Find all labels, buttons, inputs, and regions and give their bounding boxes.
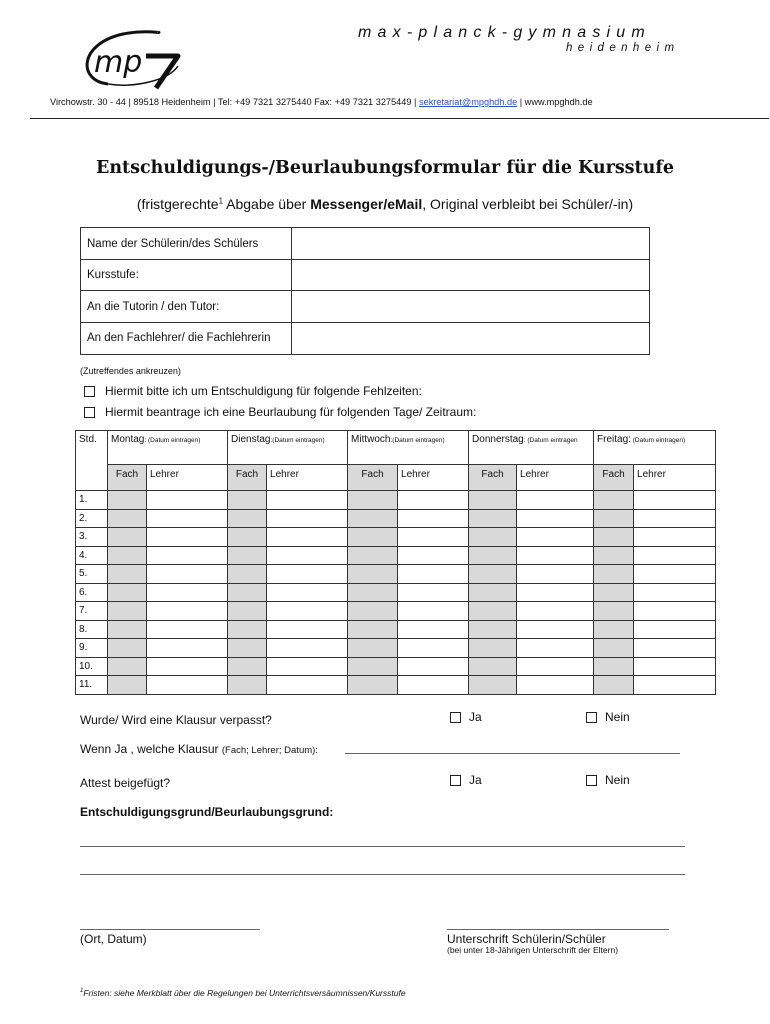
fach-cell[interactable] [594, 509, 634, 528]
lehrer-cell[interactable] [634, 509, 716, 528]
fach-header: Fach [108, 465, 147, 491]
ja-label: Ja [469, 773, 482, 787]
schedule-row [76, 528, 716, 547]
schedule-row [76, 491, 716, 510]
fach-cell[interactable] [108, 639, 147, 658]
fach-cell[interactable] [108, 676, 147, 695]
welche-text: Wenn Ja , welche Klausur [80, 742, 222, 756]
fach-cell[interactable] [348, 528, 398, 547]
fach-cell[interactable] [348, 657, 398, 676]
fach-cell[interactable] [108, 583, 147, 602]
grund-label: Entschuldigungsgrund/Beurlaubungsgrund: [80, 805, 334, 819]
lehrer-cell[interactable] [398, 583, 469, 602]
excuse-label: Hiermit bitte ich um Entschuldigung für folgende Fehlzeiten: [105, 384, 422, 398]
lehrer-cell[interactable] [634, 657, 716, 676]
fach-cell[interactable] [469, 676, 517, 695]
info-label-kursstufe: Kursstufe: [81, 260, 292, 291]
welche-hint: (Fach; Lehrer; Datum): [221, 745, 318, 756]
lehrer-cell[interactable] [398, 620, 469, 639]
subtitle-bold: Messenger/eMail [310, 196, 423, 212]
schedule-row [76, 602, 716, 621]
lehrer-cell[interactable] [267, 528, 348, 547]
fach-cell[interactable] [108, 528, 147, 547]
period-number: 2. [76, 509, 108, 528]
day-header-tuesday [228, 431, 348, 465]
lehrer-cell[interactable] [517, 583, 594, 602]
fach-cell[interactable] [594, 639, 634, 658]
fach-header: Fach [228, 465, 267, 491]
attest-nein-option [586, 773, 630, 787]
day-header-row [76, 431, 716, 465]
address-text: Virchowstr. 30 - 44 | 89518 Heidenheim | Tel: +49 7321 3275440 Fax: +49 7321 3275449 | [50, 97, 419, 107]
fach-cell[interactable] [228, 602, 267, 621]
excuse-checkbox[interactable] [84, 386, 95, 397]
lehrer-cell[interactable] [267, 676, 348, 695]
lehrer-cell[interactable] [398, 528, 469, 547]
checkbox-hint: (Zutreffendes ankreuzen) [80, 366, 181, 376]
page-subtitle [0, 196, 770, 212]
fach-cell[interactable] [108, 657, 147, 676]
period-number: 7. [76, 602, 108, 621]
fach-cell[interactable] [108, 546, 147, 565]
attest-nein-checkbox[interactable] [586, 775, 597, 786]
lehrer-cell[interactable] [517, 657, 594, 676]
lehrer-cell[interactable] [634, 639, 716, 658]
signature-line[interactable] [447, 929, 669, 930]
lehrer-cell[interactable] [517, 565, 594, 584]
info-field-kursstufe[interactable] [292, 260, 650, 291]
lehrer-cell[interactable] [147, 639, 228, 658]
nein-label: Nein [605, 773, 630, 787]
lehrer-cell[interactable] [517, 676, 594, 695]
fach-cell[interactable] [228, 676, 267, 695]
fach-cell[interactable] [594, 583, 634, 602]
welche-klausur-label [80, 742, 318, 756]
lehrer-cell[interactable] [634, 602, 716, 621]
lehrer-cell[interactable] [267, 639, 348, 658]
excuse-option [84, 384, 422, 398]
info-label-name: Name der Schülerin/des Schülers [81, 228, 292, 260]
period-number: 10. [76, 657, 108, 676]
lehrer-cell[interactable] [147, 509, 228, 528]
lehrer-cell[interactable] [398, 657, 469, 676]
fach-cell[interactable] [594, 528, 634, 547]
fach-cell[interactable] [469, 639, 517, 658]
signature-note: (bei unter 18-Jährigen Unterschrift der Eltern) [447, 945, 619, 955]
fach-header: Fach [594, 465, 634, 491]
fach-cell[interactable] [348, 676, 398, 695]
attest-ja-option [450, 773, 482, 787]
lehrer-cell[interactable] [147, 602, 228, 621]
fach-cell[interactable] [594, 676, 634, 695]
lehrer-cell[interactable] [147, 546, 228, 565]
lehrer-cell[interactable] [147, 565, 228, 584]
fach-cell[interactable] [108, 620, 147, 639]
sub-header-row [76, 465, 716, 491]
absence-schedule-table [75, 430, 716, 695]
fach-cell[interactable] [594, 546, 634, 565]
fach-cell[interactable] [108, 491, 147, 510]
day-header-friday [594, 431, 716, 465]
attest-question: Attest beigefügt? [80, 776, 171, 790]
schedule-row [76, 565, 716, 584]
fach-cell[interactable] [348, 620, 398, 639]
klausur-ja-checkbox[interactable] [450, 712, 461, 723]
fach-cell[interactable] [348, 583, 398, 602]
lehrer-cell[interactable] [147, 657, 228, 676]
fach-cell[interactable] [348, 565, 398, 584]
klausur-nein-option [586, 710, 630, 724]
fach-cell[interactable] [348, 602, 398, 621]
fach-cell[interactable] [348, 546, 398, 565]
lehrer-cell[interactable] [398, 546, 469, 565]
grund-line-1[interactable] [80, 846, 685, 847]
lehrer-cell[interactable] [634, 491, 716, 510]
lehrer-cell[interactable] [267, 657, 348, 676]
period-number: 5. [76, 565, 108, 584]
nein-label: Nein [605, 710, 630, 724]
klausur-question: Wurde/ Wird eine Klausur verpasst? [80, 713, 272, 727]
fach-cell[interactable] [228, 528, 267, 547]
leave-option [84, 405, 476, 419]
lehrer-cell[interactable] [634, 620, 716, 639]
fach-cell[interactable] [469, 620, 517, 639]
fach-cell[interactable] [469, 546, 517, 565]
info-field-tutor[interactable] [292, 291, 650, 323]
lehrer-cell[interactable] [267, 509, 348, 528]
ja-label: Ja [469, 710, 482, 724]
ort-datum-line[interactable] [80, 929, 260, 930]
day-header-thursday [469, 431, 594, 465]
lehrer-header: Lehrer [147, 465, 228, 491]
lehrer-cell[interactable] [398, 509, 469, 528]
footnote-mark: 1 [80, 988, 84, 995]
info-label-tutor: An die Tutorin / den Tutor: [81, 291, 292, 323]
lehrer-header: Lehrer [267, 465, 348, 491]
klausur-ja-option [450, 710, 482, 724]
fach-cell[interactable] [594, 565, 634, 584]
period-number: 1. [76, 491, 108, 510]
lehrer-cell[interactable] [147, 620, 228, 639]
fach-cell[interactable] [469, 528, 517, 547]
fach-cell[interactable] [469, 509, 517, 528]
day-hint: (Datum eintragen) [630, 437, 686, 444]
subtitle-mid: Abgabe über [223, 196, 311, 212]
subtitle-post: , Original verbleibt bei Schüler/-in) [422, 196, 634, 212]
day-hint: : (Datum eintragen [523, 437, 578, 444]
lehrer-cell[interactable] [517, 639, 594, 658]
lehrer-cell[interactable] [398, 676, 469, 695]
signature-label: Unterschrift Schülerin/Schüler [447, 932, 606, 946]
lehrer-cell[interactable] [267, 565, 348, 584]
attest-ja-checkbox[interactable] [450, 775, 461, 786]
lehrer-cell[interactable] [517, 602, 594, 621]
period-number: 9. [76, 639, 108, 658]
lehrer-cell[interactable] [634, 546, 716, 565]
fach-cell[interactable] [228, 546, 267, 565]
schedule-row [76, 639, 716, 658]
fach-cell[interactable] [594, 620, 634, 639]
fach-cell[interactable] [594, 657, 634, 676]
lehrer-cell[interactable] [267, 583, 348, 602]
school-city: heidenheim [566, 42, 680, 54]
footnote-text: Fristen: siehe Merkblatt über die Regelungen bei Unterrichtsversäumnissen/Kursstufe [83, 988, 406, 998]
lehrer-cell[interactable] [398, 491, 469, 510]
info-field-name[interactable] [292, 228, 650, 260]
fach-cell[interactable] [108, 565, 147, 584]
fach-cell[interactable] [348, 639, 398, 658]
day-header-monday [108, 431, 228, 465]
footnote [80, 988, 406, 998]
lehrer-cell[interactable] [634, 528, 716, 547]
lehrer-cell[interactable] [267, 546, 348, 565]
info-field-fachlehrer[interactable] [292, 323, 650, 355]
subtitle-pre: (fristgerechte [136, 196, 219, 212]
fach-cell[interactable] [228, 565, 267, 584]
website-text: | www.mpghdh.de [517, 97, 593, 107]
day-hint: :(Datum eintragen) [270, 437, 325, 444]
fach-cell[interactable] [348, 509, 398, 528]
lehrer-cell[interactable] [634, 583, 716, 602]
schedule-row [76, 546, 716, 565]
page-title: Entschuldigungs-/Beurlaubungsformular für die Kursstufe [96, 158, 674, 178]
lehrer-cell[interactable] [517, 491, 594, 510]
fach-cell[interactable] [348, 491, 398, 510]
address-line [50, 97, 593, 107]
period-number: 8. [76, 620, 108, 639]
student-info-table [80, 227, 650, 355]
schedule-row [76, 657, 716, 676]
fach-cell[interactable] [228, 509, 267, 528]
lehrer-cell[interactable] [147, 491, 228, 510]
lehrer-cell[interactable] [147, 676, 228, 695]
lehrer-cell[interactable] [147, 583, 228, 602]
lehrer-cell[interactable] [517, 528, 594, 547]
day-name: Donnerstag [472, 434, 524, 445]
grund-line-2[interactable] [80, 874, 685, 875]
lehrer-cell[interactable] [398, 565, 469, 584]
fach-cell[interactable] [108, 509, 147, 528]
day-name: Freitag: [597, 434, 631, 445]
lehrer-cell[interactable] [267, 491, 348, 510]
fach-cell[interactable] [228, 657, 267, 676]
fach-header: Fach [348, 465, 398, 491]
fach-cell[interactable] [469, 491, 517, 510]
fach-cell[interactable] [594, 602, 634, 621]
leave-checkbox[interactable] [84, 407, 95, 418]
period-number: 11. [76, 676, 108, 695]
lehrer-cell[interactable] [398, 602, 469, 621]
lehrer-cell[interactable] [267, 602, 348, 621]
lehrer-header: Lehrer [517, 465, 594, 491]
lehrer-cell[interactable] [517, 546, 594, 565]
period-number: 6. [76, 583, 108, 602]
lehrer-cell[interactable] [267, 620, 348, 639]
schedule-row [76, 583, 716, 602]
day-name: Mittwoch [351, 434, 391, 445]
fach-cell[interactable] [594, 491, 634, 510]
period-number: 3. [76, 528, 108, 547]
day-hint: : (Datum eintragen) [144, 437, 201, 444]
fach-cell[interactable] [108, 602, 147, 621]
day-header-wednesday [348, 431, 469, 465]
day-hint: :(Datum eintragen) [390, 437, 445, 444]
fach-header: Fach [469, 465, 517, 491]
std-header: Std. [76, 431, 108, 491]
schedule-row [76, 676, 716, 695]
fach-cell[interactable] [469, 657, 517, 676]
lehrer-cell[interactable] [517, 509, 594, 528]
klausur-nein-checkbox[interactable] [586, 712, 597, 723]
day-name: Dienstag [231, 434, 271, 445]
header-divider [30, 118, 769, 119]
fach-cell[interactable] [228, 639, 267, 658]
school-logo [78, 26, 188, 96]
logo-text: mp [94, 45, 143, 80]
lehrer-header: Lehrer [634, 465, 716, 491]
leave-label: Hiermit beantrage ich eine Beurlaubung für folgenden Tage/ Zeitraum: [105, 405, 477, 419]
fach-cell[interactable] [469, 565, 517, 584]
period-number: 4. [76, 546, 108, 565]
day-name: Montag [111, 434, 145, 445]
lehrer-cell[interactable] [517, 620, 594, 639]
schedule-row [76, 509, 716, 528]
lehrer-cell[interactable] [147, 528, 228, 547]
email-link[interactable]: sekretariat@mpghdh.de [418, 97, 518, 107]
info-label-fachlehrer: An den Fachlehrer/ die Fachlehrerin [81, 323, 292, 355]
ort-datum-label: (Ort, Datum) [80, 932, 147, 946]
welche-klausur-field[interactable] [345, 753, 680, 754]
lehrer-cell[interactable] [398, 639, 469, 658]
fach-cell[interactable] [228, 620, 267, 639]
fach-cell[interactable] [469, 602, 517, 621]
lehrer-cell[interactable] [634, 565, 716, 584]
fach-cell[interactable] [228, 491, 267, 510]
fach-cell[interactable] [469, 583, 517, 602]
school-name: max-planck-gymnasium [358, 24, 651, 41]
schedule-row [76, 620, 716, 639]
footnote-ref: 1 [218, 196, 224, 206]
lehrer-cell[interactable] [634, 676, 716, 695]
lehrer-header: Lehrer [398, 465, 469, 491]
fach-cell[interactable] [228, 583, 267, 602]
